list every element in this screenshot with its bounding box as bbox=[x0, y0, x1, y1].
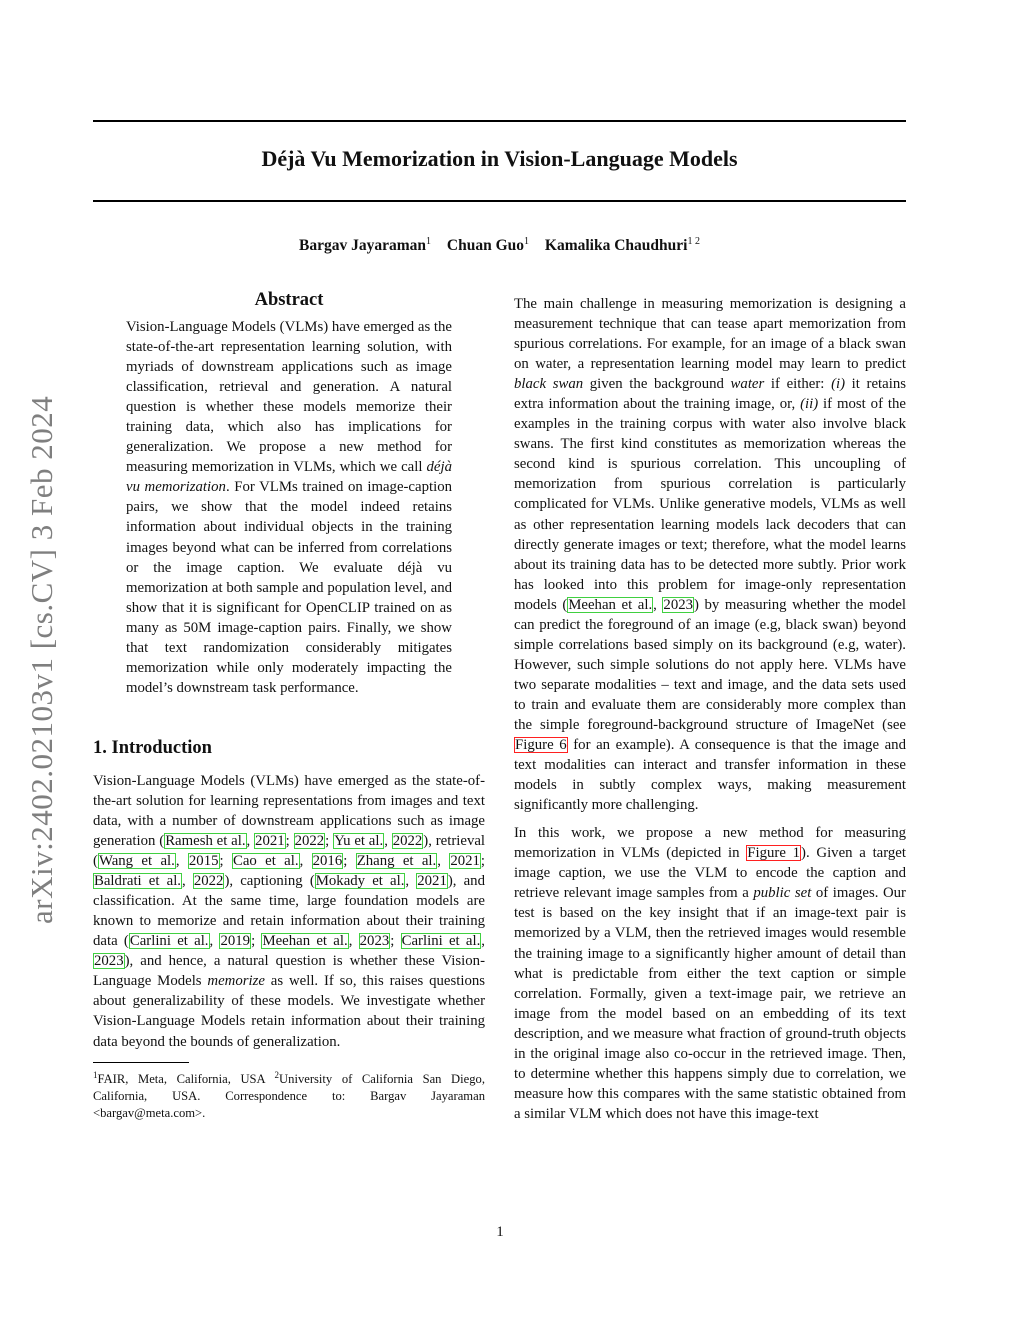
right-column bbox=[514, 294, 906, 1124]
citation-link[interactable]: Cao et al. bbox=[232, 853, 299, 870]
citation-link[interactable]: Ramesh et al. bbox=[165, 833, 246, 850]
citation-link[interactable]: 2021 bbox=[417, 873, 447, 890]
author-list bbox=[93, 236, 906, 255]
citation-link[interactable]: Baldrati et al. bbox=[94, 873, 182, 890]
citation-link[interactable]: Meehan et al. bbox=[262, 933, 348, 950]
citation-link[interactable]: 2022 bbox=[392, 833, 423, 850]
citation-link[interactable]: Wang et al. bbox=[98, 853, 175, 870]
intro-paragraph: Vision-Language Models (VLMs) have emerged as the state-of-the-art solution for learning representations from images and text data, with a number of downstream applications such as image generation (Ramesh et al., 2021; 2022; Yu et al., 2022), retrieval (Wang et al., 2015; Cao et al., 2016; Zhang et al., 2021; Baldrati et al., 2022), captioning (Mokady et al., 2021), and classification. At the same time, large foundation models are known to memorize and retain information about their training data (Carlini et al., 2019; Meehan et al., 2023; Carlini et al., 2023), and hence, a natural question is whether these Vision-Language Models memorize as well. If so, this raises questions about generalizability of these models. We investigate whether Vision-Language Models retain information about their training data beyond the bounds of generalization. bbox=[93, 772, 486, 1050]
footnote-rule bbox=[93, 1062, 189, 1063]
title-bottom-rule bbox=[93, 200, 906, 202]
affiliation-footnote: $^1$FAIR, Meta, California, USA $^2$University of California San Diego, California, USA. Correspondence to: Bargav Jayaraman <bargav@meta.com>. bbox=[93, 1069, 485, 1120]
title-top-rule bbox=[93, 120, 906, 122]
citation-link[interactable]: 2021 bbox=[255, 833, 285, 850]
author: Kamalika Chaudhuri$^{1 2}$ bbox=[544, 236, 700, 255]
citation-link[interactable]: Mokady et al. bbox=[315, 873, 405, 890]
body-paragraph: In this work, we propose a new method for measuring memorization in VLMs (depicted in Figure 1). Given a target image caption, we use the VLM to encode the caption and retrieve relevant image samples from a public set of images. Our test is based on the key insight that if an image-text pair is memorized by a VLM, then the retrieved images would resemble the training image to a significantly higher amount of detail than what is predictable from either the text caption or simple correlation. Formally, given a text-image pair, we retrieve an image from the model based on an embedding of its text description, and we measure what fraction of ground-truth objects in the original image also co-occur in the retrieved image. Then, to determine whether this happens simply due to correlation, we measure how this compares with the same statistic obtained from a similar VLM which does not have this image-text bbox=[514, 825, 906, 1122]
citation-link[interactable]: 2019 bbox=[220, 933, 251, 950]
citation-link[interactable]: 2023 bbox=[663, 596, 694, 613]
figure-reference-link[interactable]: Figure 6 bbox=[515, 737, 567, 754]
citation-link[interactable]: 2022 bbox=[294, 833, 325, 850]
citation-link[interactable]: 2023 bbox=[359, 933, 390, 950]
abstract-text: Vision-Language Models (VLMs) have emerged as the state-of-the-art representation learning solution, with myriads of downstream applications such as image classification, retrieval and generation. A natural question is whether these models memorize their training data, which also has implications for generalization. We propose a new method for measuring memorization in VLMs, which we call déjà vu memorization. For VLMs trained on image-caption pairs, we show that the model indeed retains information about individual objects in the training images beyond what can be inferred from correlations or the image caption. We evaluate déjà vu memorization at both sample and population level, and show that it is significant for OpenCLIP trained on as many as 50M image-caption pairs. Finally, we show that text randomization considerably mitigates memorization while only moderately impacting the model’s downstream task performance. bbox=[126, 319, 452, 696]
citation-link[interactable]: 2015 bbox=[188, 853, 219, 870]
figure-reference-link[interactable]: Figure 1 bbox=[747, 845, 801, 862]
citation-link[interactable]: Carlini et al. bbox=[129, 933, 209, 950]
citation-link[interactable]: Meehan et al. bbox=[568, 596, 653, 613]
abstract-heading: Abstract bbox=[254, 290, 324, 310]
citation-link[interactable]: 2023 bbox=[94, 953, 124, 970]
body-paragraph: The main challenge in measuring memorization is designing a measurement technique that can tease apart memorization from spurious correlations. For example, for an image of a black swan on water, a representation learning model may learn to predict black swan given the background water if either: (i) it retains extra information about the training image, or, (ii) if most of the examples in the training corpus with water also involve black swans. The first kind constitutes as memorization whereas the second kind is spurious correlation. This uncoupling of memorization from spurious correlation is particularly complicated for VLMs. Unlike generative models, VLMs as well as other representation learning models lack decoders that can directly generate images or text; therefore, what the model learns about its training data has to be detected more subtly. Prior work has looked into this problem for image-only representation models (Meehan et al., 2023) by measuring whether the model can predict the foreground of an image (e.g, black swan) beyond simple correlations based simply on its background (e.g, water). However, such simple solutions do not apply here. VLMs have two separate modalities – text and image, and the data sets used to train and evaluate them are considerably more complex than the simple foreground-background structure of ImageNet (see Figure 6 for an example). A consequence is that the image and text modalities can interact and transfer information in these models in subtly complex ways, making measurement significantly more challenging. bbox=[514, 296, 906, 814]
citation-link[interactable]: 2016 bbox=[312, 853, 343, 870]
page-number: 1 bbox=[496, 1224, 504, 1240]
left-column bbox=[93, 290, 485, 1122]
citation-link[interactable]: Zhang et al. bbox=[356, 853, 437, 870]
author: Bargav Jayaraman$^1$ bbox=[299, 236, 432, 255]
citation-link[interactable]: 2022 bbox=[193, 873, 224, 890]
citation-link[interactable]: 2021 bbox=[450, 853, 480, 870]
author: Chuan Guo$^1$ bbox=[446, 236, 530, 255]
arxiv-identifier: arXiv:2402.02103v1 [cs.CV] 3 Feb 2024 bbox=[24, 395, 59, 924]
paper-title: Déjà Vu Memorization in Vision-Language Models bbox=[261, 146, 738, 171]
citation-link[interactable]: Carlini et al. bbox=[401, 933, 481, 950]
citation-link[interactable]: Yu et al. bbox=[334, 833, 384, 850]
section-heading-introduction: 1. Introduction bbox=[93, 737, 212, 758]
